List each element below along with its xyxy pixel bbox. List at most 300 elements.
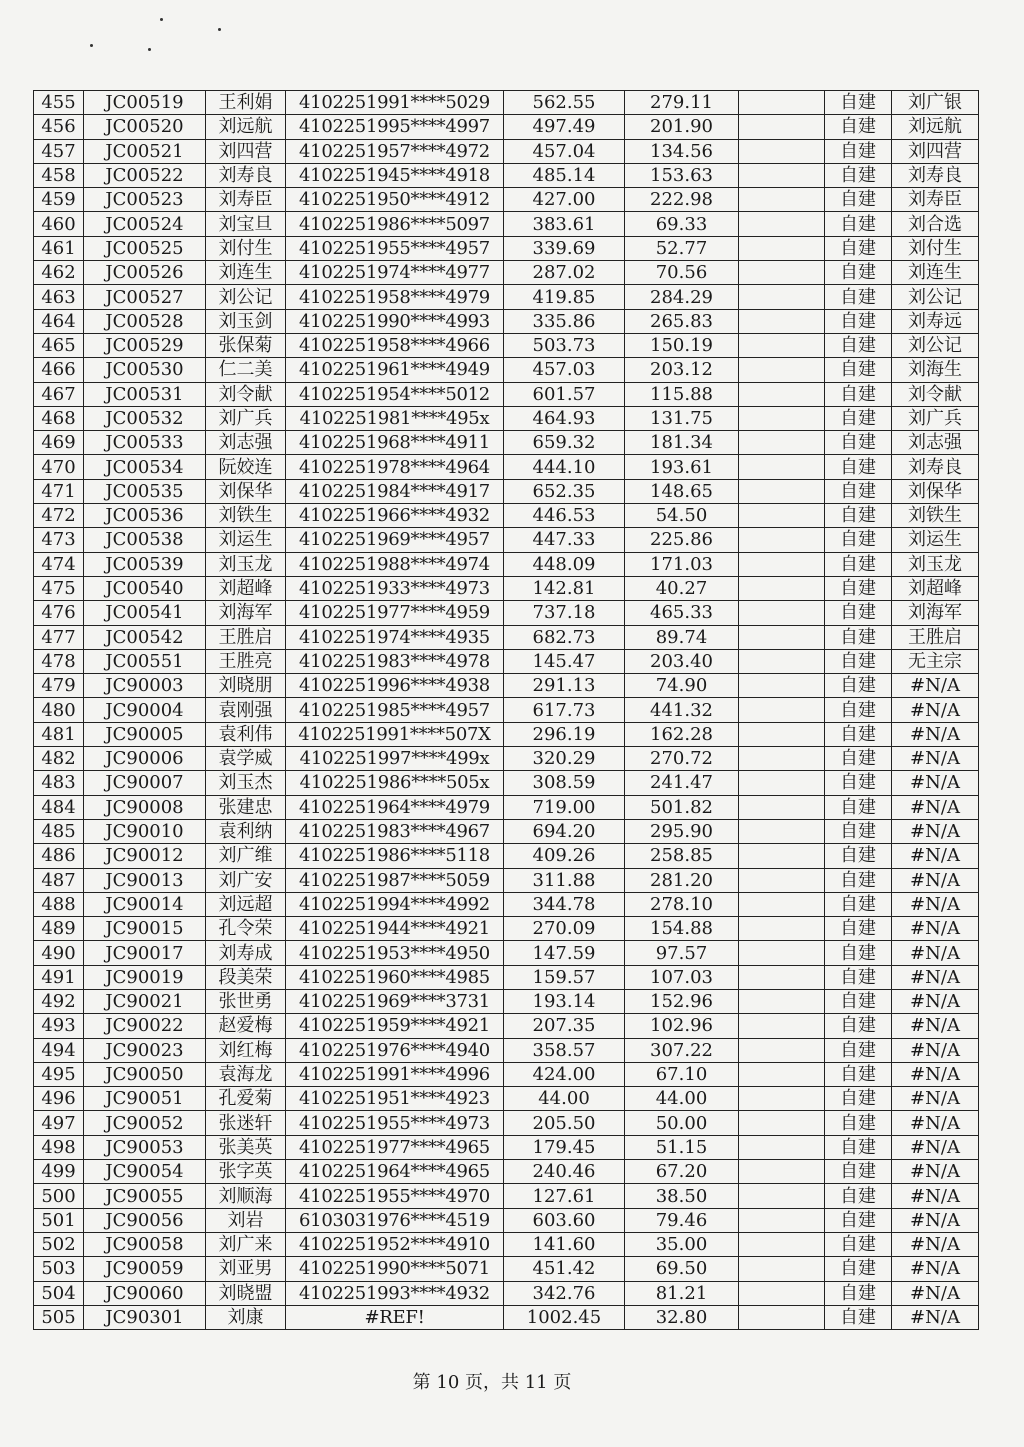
id-number-cell: 4102251958****4966: [286, 333, 504, 357]
id-number-cell: 4102251961****4949: [286, 358, 504, 382]
owner-name-cell: 刘玉杰: [206, 771, 286, 795]
registered-holder-cell: 刘海军: [892, 601, 979, 625]
row-number-cell: 457: [34, 139, 84, 163]
area-built-cell: 67.10: [625, 1062, 739, 1086]
area-built-cell: 54.50: [625, 504, 739, 528]
area-built-cell: 162.28: [625, 722, 739, 746]
record-code-cell: JC00528: [84, 309, 206, 333]
blank-cell-cell: [739, 1184, 825, 1208]
registered-holder-cell: #N/A: [892, 1014, 979, 1038]
record-code-cell: JC90054: [84, 1160, 206, 1184]
table-row: [34, 625, 979, 649]
build-type-cell: 自建: [825, 455, 892, 479]
id-number-cell: 4102251995****4997: [286, 115, 504, 139]
area-built-cell: 40.27: [625, 576, 739, 600]
build-type-cell: 自建: [825, 795, 892, 819]
area-total-cell: 145.47: [504, 649, 625, 673]
table-row: [34, 261, 979, 285]
id-number-cell: 4102251996****4938: [286, 674, 504, 698]
owner-name-cell: 仁二美: [206, 358, 286, 382]
area-total-cell: 342.76: [504, 1281, 625, 1305]
registered-holder-cell: 刘保华: [892, 479, 979, 503]
blank-cell-cell: [739, 868, 825, 892]
area-total-cell: 652.35: [504, 479, 625, 503]
build-type-cell: 自建: [825, 868, 892, 892]
record-code-cell: JC00526: [84, 261, 206, 285]
owner-name-cell: 赵爱梅: [206, 1014, 286, 1038]
area-built-cell: 35.00: [625, 1232, 739, 1256]
table-row: [34, 1305, 979, 1329]
id-number-cell: 4102251966****4932: [286, 504, 504, 528]
table-row: [34, 1014, 979, 1038]
owner-name-cell: 刘运生: [206, 528, 286, 552]
table-row: [34, 139, 979, 163]
id-number-cell: 4102251977****4965: [286, 1135, 504, 1159]
row-number-cell: 480: [34, 698, 84, 722]
record-code-cell: JC00536: [84, 504, 206, 528]
area-total-cell: 311.88: [504, 868, 625, 892]
registered-holder-cell: #N/A: [892, 1160, 979, 1184]
registered-holder-cell: 王胜启: [892, 625, 979, 649]
area-total-cell: 603.60: [504, 1208, 625, 1232]
table-row: [34, 1208, 979, 1232]
owner-name-cell: 刘寿良: [206, 163, 286, 187]
id-number-cell: 4102251951****4923: [286, 1087, 504, 1111]
area-built-cell: 134.56: [625, 139, 739, 163]
owner-name-cell: 刘海军: [206, 601, 286, 625]
table-row: [34, 1062, 979, 1086]
registered-holder-cell: 刘公记: [892, 333, 979, 357]
id-number-cell: 4102251974****4935: [286, 625, 504, 649]
build-type-cell: 自建: [825, 1160, 892, 1184]
row-number-cell: 486: [34, 844, 84, 868]
registered-holder-cell: #N/A: [892, 989, 979, 1013]
record-code-cell: JC90005: [84, 722, 206, 746]
area-total-cell: 448.09: [504, 552, 625, 576]
row-number-cell: 483: [34, 771, 84, 795]
owner-name-cell: 刘亚男: [206, 1257, 286, 1281]
owner-name-cell: 段美荣: [206, 965, 286, 989]
build-type-cell: 自建: [825, 649, 892, 673]
registered-holder-cell: #N/A: [892, 917, 979, 941]
record-code-cell: JC90059: [84, 1257, 206, 1281]
table-row: [34, 236, 979, 260]
table-row: [34, 674, 979, 698]
table-row: [34, 115, 979, 139]
area-total-cell: 308.59: [504, 771, 625, 795]
blank-cell-cell: [739, 115, 825, 139]
record-code-cell: JC00532: [84, 406, 206, 430]
registered-holder-cell: #N/A: [892, 1281, 979, 1305]
ledger-body: [34, 91, 979, 1330]
record-code-cell: JC00541: [84, 601, 206, 625]
area-total-cell: 339.69: [504, 236, 625, 260]
table-row: [34, 941, 979, 965]
registered-holder-cell: #N/A: [892, 674, 979, 698]
owner-name-cell: 刘寿成: [206, 941, 286, 965]
area-built-cell: 241.47: [625, 771, 739, 795]
area-total-cell: 447.33: [504, 528, 625, 552]
owner-name-cell: 刘铁生: [206, 504, 286, 528]
registered-holder-cell: 刘广银: [892, 91, 979, 115]
build-type-cell: 自建: [825, 333, 892, 357]
blank-cell-cell: [739, 941, 825, 965]
registered-holder-cell: 刘寿良: [892, 163, 979, 187]
record-code-cell: JC00523: [84, 188, 206, 212]
row-number-cell: 466: [34, 358, 84, 382]
build-type-cell: 自建: [825, 747, 892, 771]
id-number-cell: 4102251964****4979: [286, 795, 504, 819]
table-row: [34, 771, 979, 795]
id-number-cell: 4102251977****4959: [286, 601, 504, 625]
area-total-cell: 141.60: [504, 1232, 625, 1256]
id-number-cell: 4102251968****4911: [286, 431, 504, 455]
owner-name-cell: 刘晓朋: [206, 674, 286, 698]
build-type-cell: 自建: [825, 212, 892, 236]
build-type-cell: 自建: [825, 1014, 892, 1038]
area-built-cell: 203.12: [625, 358, 739, 382]
blank-cell-cell: [739, 674, 825, 698]
area-built-cell: 265.83: [625, 309, 739, 333]
row-number-cell: 473: [34, 528, 84, 552]
ledger-table: [33, 90, 979, 1330]
record-code-cell: JC00538: [84, 528, 206, 552]
row-number-cell: 463: [34, 285, 84, 309]
build-type-cell: 自建: [825, 139, 892, 163]
registered-holder-cell: #N/A: [892, 1232, 979, 1256]
area-built-cell: 193.61: [625, 455, 739, 479]
record-code-cell: JC90014: [84, 892, 206, 916]
record-code-cell: JC90006: [84, 747, 206, 771]
id-number-cell: 4102251985****4957: [286, 698, 504, 722]
area-total-cell: 497.49: [504, 115, 625, 139]
area-total-cell: 127.61: [504, 1184, 625, 1208]
record-code-cell: JC90019: [84, 965, 206, 989]
area-total-cell: 659.32: [504, 431, 625, 455]
row-number-cell: 482: [34, 747, 84, 771]
area-total-cell: 485.14: [504, 163, 625, 187]
build-type-cell: 自建: [825, 236, 892, 260]
id-number-cell: 4102251933****4973: [286, 576, 504, 600]
row-number-cell: 488: [34, 892, 84, 916]
registered-holder-cell: #N/A: [892, 747, 979, 771]
area-total-cell: 383.61: [504, 212, 625, 236]
registered-holder-cell: 刘付生: [892, 236, 979, 260]
area-built-cell: 115.88: [625, 382, 739, 406]
area-total-cell: 562.55: [504, 91, 625, 115]
table-row: [34, 91, 979, 115]
area-total-cell: 193.14: [504, 989, 625, 1013]
row-number-cell: 477: [34, 625, 84, 649]
area-built-cell: 152.96: [625, 989, 739, 1013]
table-row: [34, 285, 979, 309]
id-number-cell: 4102251950****4912: [286, 188, 504, 212]
record-code-cell: JC00539: [84, 552, 206, 576]
registered-holder-cell: 刘四营: [892, 139, 979, 163]
owner-name-cell: 刘广维: [206, 844, 286, 868]
area-built-cell: 154.88: [625, 917, 739, 941]
area-built-cell: 295.90: [625, 819, 739, 843]
build-type-cell: 自建: [825, 819, 892, 843]
blank-cell-cell: [739, 698, 825, 722]
area-built-cell: 131.75: [625, 406, 739, 430]
id-number-cell: 4102251986****505x: [286, 771, 504, 795]
build-type-cell: 自建: [825, 674, 892, 698]
build-type-cell: 自建: [825, 115, 892, 139]
owner-name-cell: 刘广来: [206, 1232, 286, 1256]
row-number-cell: 461: [34, 236, 84, 260]
area-built-cell: 284.29: [625, 285, 739, 309]
owner-name-cell: 孔爱菊: [206, 1087, 286, 1111]
table-row: [34, 333, 979, 357]
row-number-cell: 479: [34, 674, 84, 698]
area-total-cell: 617.73: [504, 698, 625, 722]
registered-holder-cell: 刘寿臣: [892, 188, 979, 212]
record-code-cell: JC90017: [84, 941, 206, 965]
blank-cell-cell: [739, 1208, 825, 1232]
area-built-cell: 50.00: [625, 1111, 739, 1135]
build-type-cell: 自建: [825, 479, 892, 503]
blank-cell-cell: [739, 1160, 825, 1184]
row-number-cell: 501: [34, 1208, 84, 1232]
record-code-cell: JC00533: [84, 431, 206, 455]
registered-holder-cell: 刘远航: [892, 115, 979, 139]
blank-cell-cell: [739, 965, 825, 989]
table-row: [34, 479, 979, 503]
row-number-cell: 505: [34, 1305, 84, 1329]
owner-name-cell: 刘四营: [206, 139, 286, 163]
table-row: [34, 504, 979, 528]
id-number-cell: 4102251955****4973: [286, 1111, 504, 1135]
area-built-cell: 222.98: [625, 188, 739, 212]
blank-cell-cell: [739, 576, 825, 600]
table-row: [34, 747, 979, 771]
owner-name-cell: 袁利纳: [206, 819, 286, 843]
area-total-cell: 694.20: [504, 819, 625, 843]
area-built-cell: 51.15: [625, 1135, 739, 1159]
build-type-cell: 自建: [825, 1062, 892, 1086]
blank-cell-cell: [739, 1062, 825, 1086]
record-code-cell: JC90051: [84, 1087, 206, 1111]
area-built-cell: 441.32: [625, 698, 739, 722]
id-number-cell: 4102251964****4965: [286, 1160, 504, 1184]
area-total-cell: 205.50: [504, 1111, 625, 1135]
build-type-cell: 自建: [825, 576, 892, 600]
registered-holder-cell: 刘玉龙: [892, 552, 979, 576]
area-total-cell: 335.86: [504, 309, 625, 333]
owner-name-cell: 刘红梅: [206, 1038, 286, 1062]
id-number-cell: 4102251986****5118: [286, 844, 504, 868]
owner-name-cell: 刘玉剑: [206, 309, 286, 333]
build-type-cell: 自建: [825, 601, 892, 625]
table-row: [34, 528, 979, 552]
table-row: [34, 892, 979, 916]
build-type-cell: 自建: [825, 917, 892, 941]
build-type-cell: 自建: [825, 261, 892, 285]
build-type-cell: 自建: [825, 431, 892, 455]
blank-cell-cell: [739, 455, 825, 479]
id-number-cell: 4102251983****4978: [286, 649, 504, 673]
record-code-cell: JC00520: [84, 115, 206, 139]
registered-holder-cell: #N/A: [892, 892, 979, 916]
registered-holder-cell: 刘合选: [892, 212, 979, 236]
blank-cell-cell: [739, 1305, 825, 1329]
row-number-cell: 456: [34, 115, 84, 139]
owner-name-cell: 张字英: [206, 1160, 286, 1184]
row-number-cell: 485: [34, 819, 84, 843]
table-row: [34, 382, 979, 406]
area-total-cell: 446.53: [504, 504, 625, 528]
registered-holder-cell: 刘铁生: [892, 504, 979, 528]
id-number-cell: 4102251986****5097: [286, 212, 504, 236]
table-row: [34, 795, 979, 819]
area-total-cell: 240.46: [504, 1160, 625, 1184]
build-type-cell: 自建: [825, 358, 892, 382]
owner-name-cell: 刘保华: [206, 479, 286, 503]
area-total-cell: 737.18: [504, 601, 625, 625]
area-total-cell: 44.00: [504, 1087, 625, 1111]
id-number-cell: 4102251958****4979: [286, 285, 504, 309]
blank-cell-cell: [739, 382, 825, 406]
build-type-cell: 自建: [825, 406, 892, 430]
area-total-cell: 1002.45: [504, 1305, 625, 1329]
blank-cell-cell: [739, 163, 825, 187]
table-row: [34, 1160, 979, 1184]
table-row: [34, 819, 979, 843]
owner-name-cell: 刘令献: [206, 382, 286, 406]
table-row: [34, 309, 979, 333]
owner-name-cell: 张建忠: [206, 795, 286, 819]
build-type-cell: 自建: [825, 1135, 892, 1159]
area-built-cell: 44.00: [625, 1087, 739, 1111]
build-type-cell: 自建: [825, 625, 892, 649]
registered-holder-cell: #N/A: [892, 819, 979, 843]
table-row: [34, 917, 979, 941]
row-number-cell: 458: [34, 163, 84, 187]
blank-cell-cell: [739, 844, 825, 868]
registered-holder-cell: 刘公记: [892, 285, 979, 309]
record-code-cell: JC90003: [84, 674, 206, 698]
id-number-cell: 4102251991****5029: [286, 91, 504, 115]
area-total-cell: 142.81: [504, 576, 625, 600]
record-code-cell: JC00540: [84, 576, 206, 600]
area-built-cell: 501.82: [625, 795, 739, 819]
table-row: [34, 965, 979, 989]
owner-name-cell: 张迷轩: [206, 1111, 286, 1135]
table-row: [34, 722, 979, 746]
build-type-cell: 自建: [825, 188, 892, 212]
owner-name-cell: 刘连生: [206, 261, 286, 285]
blank-cell-cell: [739, 1087, 825, 1111]
area-built-cell: 465.33: [625, 601, 739, 625]
table-row: [34, 868, 979, 892]
area-total-cell: 444.10: [504, 455, 625, 479]
area-total-cell: 270.09: [504, 917, 625, 941]
owner-name-cell: 袁海龙: [206, 1062, 286, 1086]
area-built-cell: 97.57: [625, 941, 739, 965]
blank-cell-cell: [739, 1257, 825, 1281]
blank-cell-cell: [739, 892, 825, 916]
area-total-cell: 464.93: [504, 406, 625, 430]
record-code-cell: JC00531: [84, 382, 206, 406]
table-row: [34, 1087, 979, 1111]
build-type-cell: 自建: [825, 771, 892, 795]
registered-holder-cell: 刘运生: [892, 528, 979, 552]
record-code-cell: JC00525: [84, 236, 206, 260]
table-row: [34, 188, 979, 212]
build-type-cell: 自建: [825, 844, 892, 868]
area-built-cell: 81.21: [625, 1281, 739, 1305]
record-code-cell: JC90004: [84, 698, 206, 722]
table-row: [34, 1111, 979, 1135]
registered-holder-cell: #N/A: [892, 965, 979, 989]
registered-holder-cell: #N/A: [892, 1305, 979, 1329]
blank-cell-cell: [739, 989, 825, 1013]
row-number-cell: 464: [34, 309, 84, 333]
area-total-cell: 207.35: [504, 1014, 625, 1038]
record-code-cell: JC90010: [84, 819, 206, 843]
row-number-cell: 481: [34, 722, 84, 746]
build-type-cell: 自建: [825, 309, 892, 333]
area-built-cell: 279.11: [625, 91, 739, 115]
area-built-cell: 52.77: [625, 236, 739, 260]
table-row: [34, 163, 979, 187]
owner-name-cell: 刘宝旦: [206, 212, 286, 236]
record-code-cell: JC90012: [84, 844, 206, 868]
build-type-cell: 自建: [825, 698, 892, 722]
registered-holder-cell: #N/A: [892, 1062, 979, 1086]
row-number-cell: 484: [34, 795, 84, 819]
record-code-cell: JC90023: [84, 1038, 206, 1062]
area-built-cell: 307.22: [625, 1038, 739, 1062]
id-number-cell: 4102251991****507X: [286, 722, 504, 746]
record-code-cell: JC90007: [84, 771, 206, 795]
row-number-cell: 496: [34, 1087, 84, 1111]
area-built-cell: 89.74: [625, 625, 739, 649]
record-code-cell: JC00519: [84, 91, 206, 115]
build-type-cell: 自建: [825, 1111, 892, 1135]
blank-cell-cell: [739, 333, 825, 357]
registered-holder-cell: #N/A: [892, 1038, 979, 1062]
scan-speck: [148, 48, 151, 51]
owner-name-cell: 袁刚强: [206, 698, 286, 722]
area-built-cell: 225.86: [625, 528, 739, 552]
owner-name-cell: 刘广兵: [206, 406, 286, 430]
owner-name-cell: 刘广安: [206, 868, 286, 892]
row-number-cell: 490: [34, 941, 84, 965]
area-built-cell: 270.72: [625, 747, 739, 771]
area-total-cell: 451.42: [504, 1257, 625, 1281]
blank-cell-cell: [739, 285, 825, 309]
area-built-cell: 171.03: [625, 552, 739, 576]
row-number-cell: 487: [34, 868, 84, 892]
table-row: [34, 358, 979, 382]
table-row: [34, 1184, 979, 1208]
registered-holder-cell: #N/A: [892, 868, 979, 892]
registered-holder-cell: #N/A: [892, 941, 979, 965]
registered-holder-cell: 刘志强: [892, 431, 979, 455]
registered-holder-cell: #N/A: [892, 1184, 979, 1208]
registered-holder-cell: 刘连生: [892, 261, 979, 285]
table-row: [34, 601, 979, 625]
area-total-cell: 682.73: [504, 625, 625, 649]
table-row: [34, 576, 979, 600]
area-total-cell: 457.03: [504, 358, 625, 382]
registered-holder-cell: #N/A: [892, 1257, 979, 1281]
area-built-cell: 181.34: [625, 431, 739, 455]
table-row: [34, 431, 979, 455]
area-built-cell: 203.40: [625, 649, 739, 673]
